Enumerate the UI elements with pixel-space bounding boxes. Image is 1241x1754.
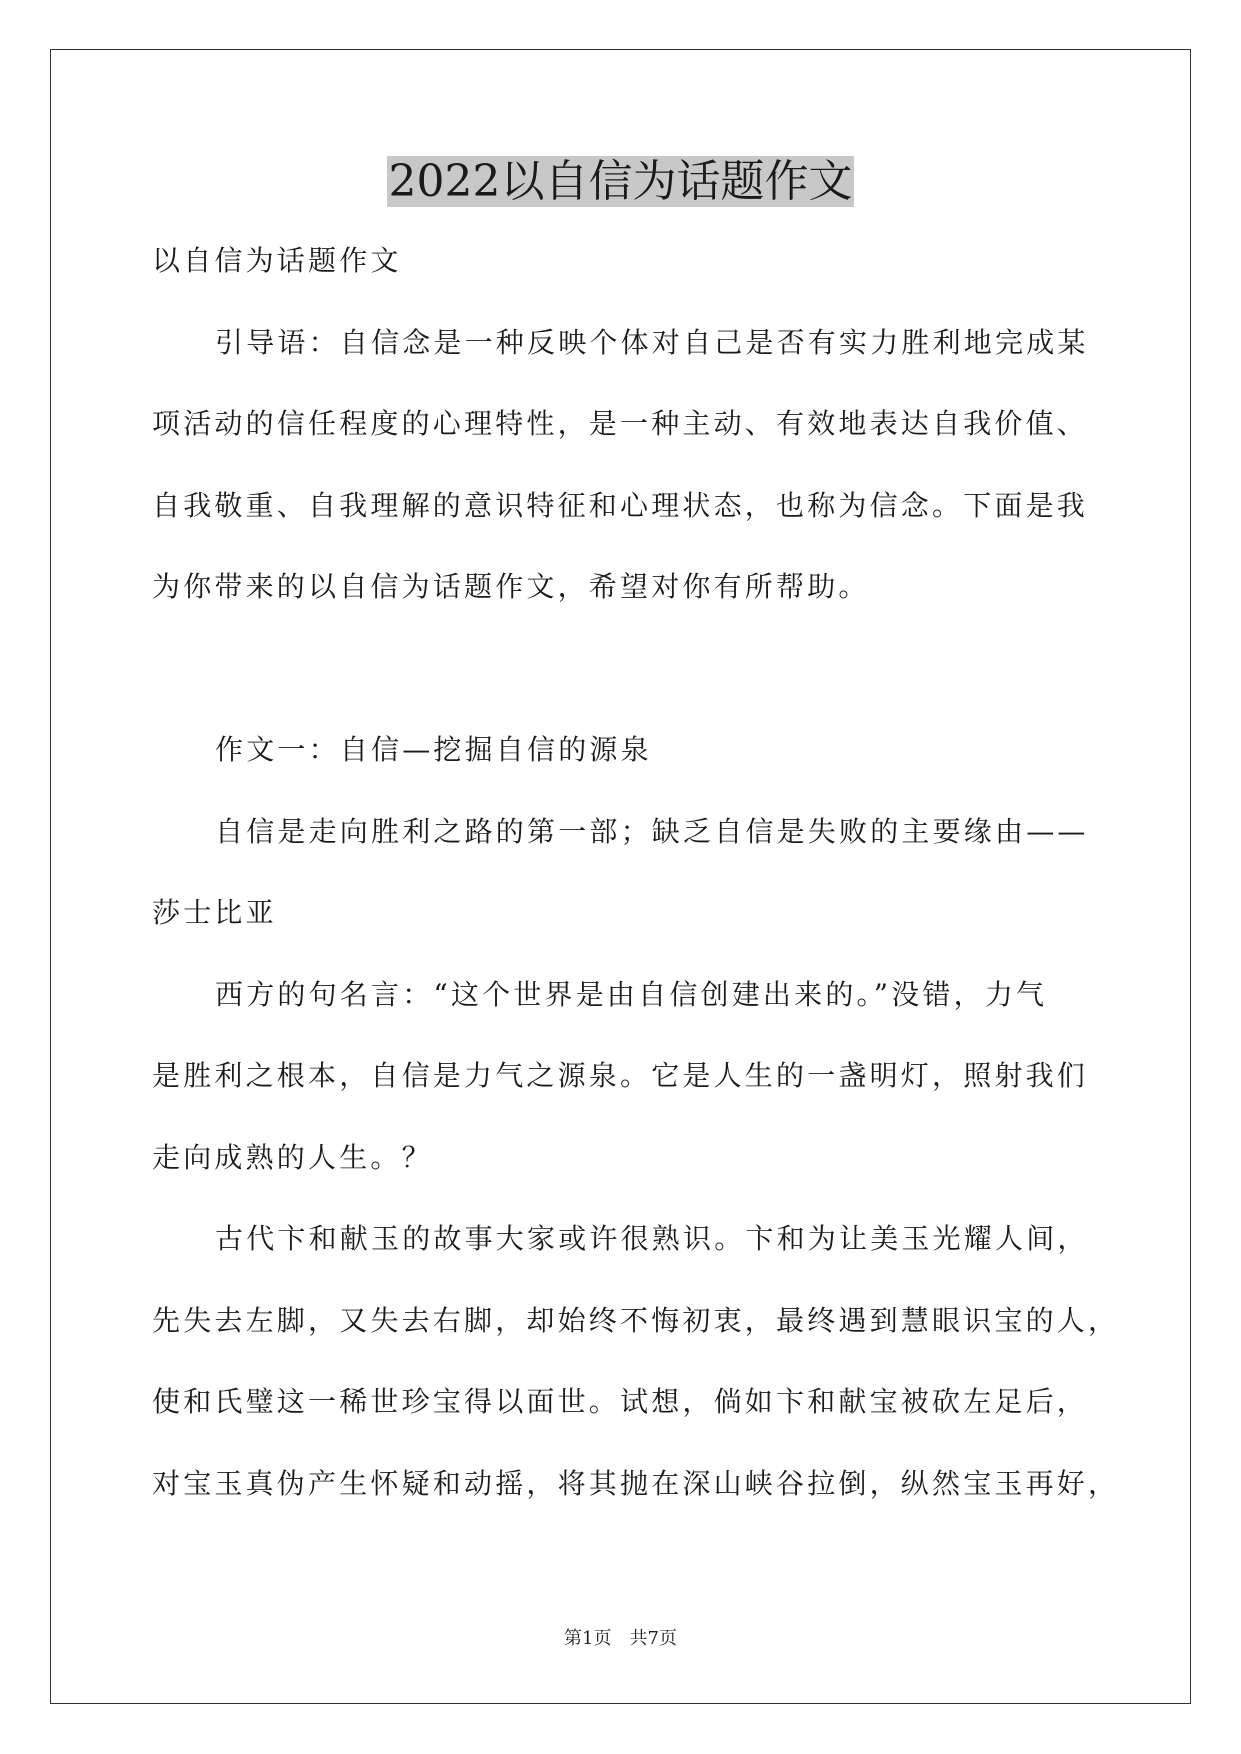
paragraph-line: 使和氏璧这一稀世珍宝得以面世。试想，倘如卞和献宝被砍左足后，: [152, 1385, 1089, 1418]
paragraph-line: 莎士比亚: [152, 896, 277, 929]
document-title: [0, 152, 1241, 212]
paragraph-line: 对宝玉真伪产生怀疑和动摇，将其抛在深山峡谷拉倒，纵然宝玉再好，: [152, 1466, 1120, 1500]
paragraph-line: 先失去左脚，又失去右脚，却始终不悔初衷，最终遇到慧眼识宝的人，: [152, 1303, 1120, 1337]
paragraph-line: 是胜利之根本，自信是力气之源泉。它是人生的一盏明灯，照射我们: [152, 1059, 1089, 1092]
paragraph-line: 引导语：自信念是一种反映个体对自己是否有实力胜利地完成某: [215, 325, 1089, 359]
paragraph-line: 古代卞和献玉的故事大家或许很熟识。卞和为让美玉光耀人间，: [215, 1222, 1089, 1255]
blank-line: [152, 642, 1092, 724]
document-body: [152, 234, 1120, 1538]
paragraph-line: 自我敬重、自我理解的意识特征和心理状态，也称为信念。下面是我: [152, 488, 1089, 522]
paragraph-line: 西方的句名言：“这个世界是由自信创建出来的。”没错，力气: [215, 977, 1048, 1011]
paragraph-line: 项活动的信任程度的心理特性，是一种主动、有效地表达自我价值、: [152, 407, 1089, 440]
paragraph-line: 为你带来的以自信为话题作文，希望对你有所帮助。: [152, 570, 870, 603]
subtitle-line: 以自信为话题作文: [152, 244, 402, 277]
section-heading: 作文一：自信—挖掘自信的源泉: [215, 733, 652, 766]
paragraph-line: 走向成熟的人生。？: [152, 1140, 433, 1174]
document-title-text: 2022以自信为话题作文: [388, 156, 853, 207]
page-number-footer: 第1页 共7页: [564, 1628, 677, 1649]
paragraph-line: 自信是走向胜利之路的第一部；缺乏自信是失败的主要缘由——: [215, 814, 1089, 848]
